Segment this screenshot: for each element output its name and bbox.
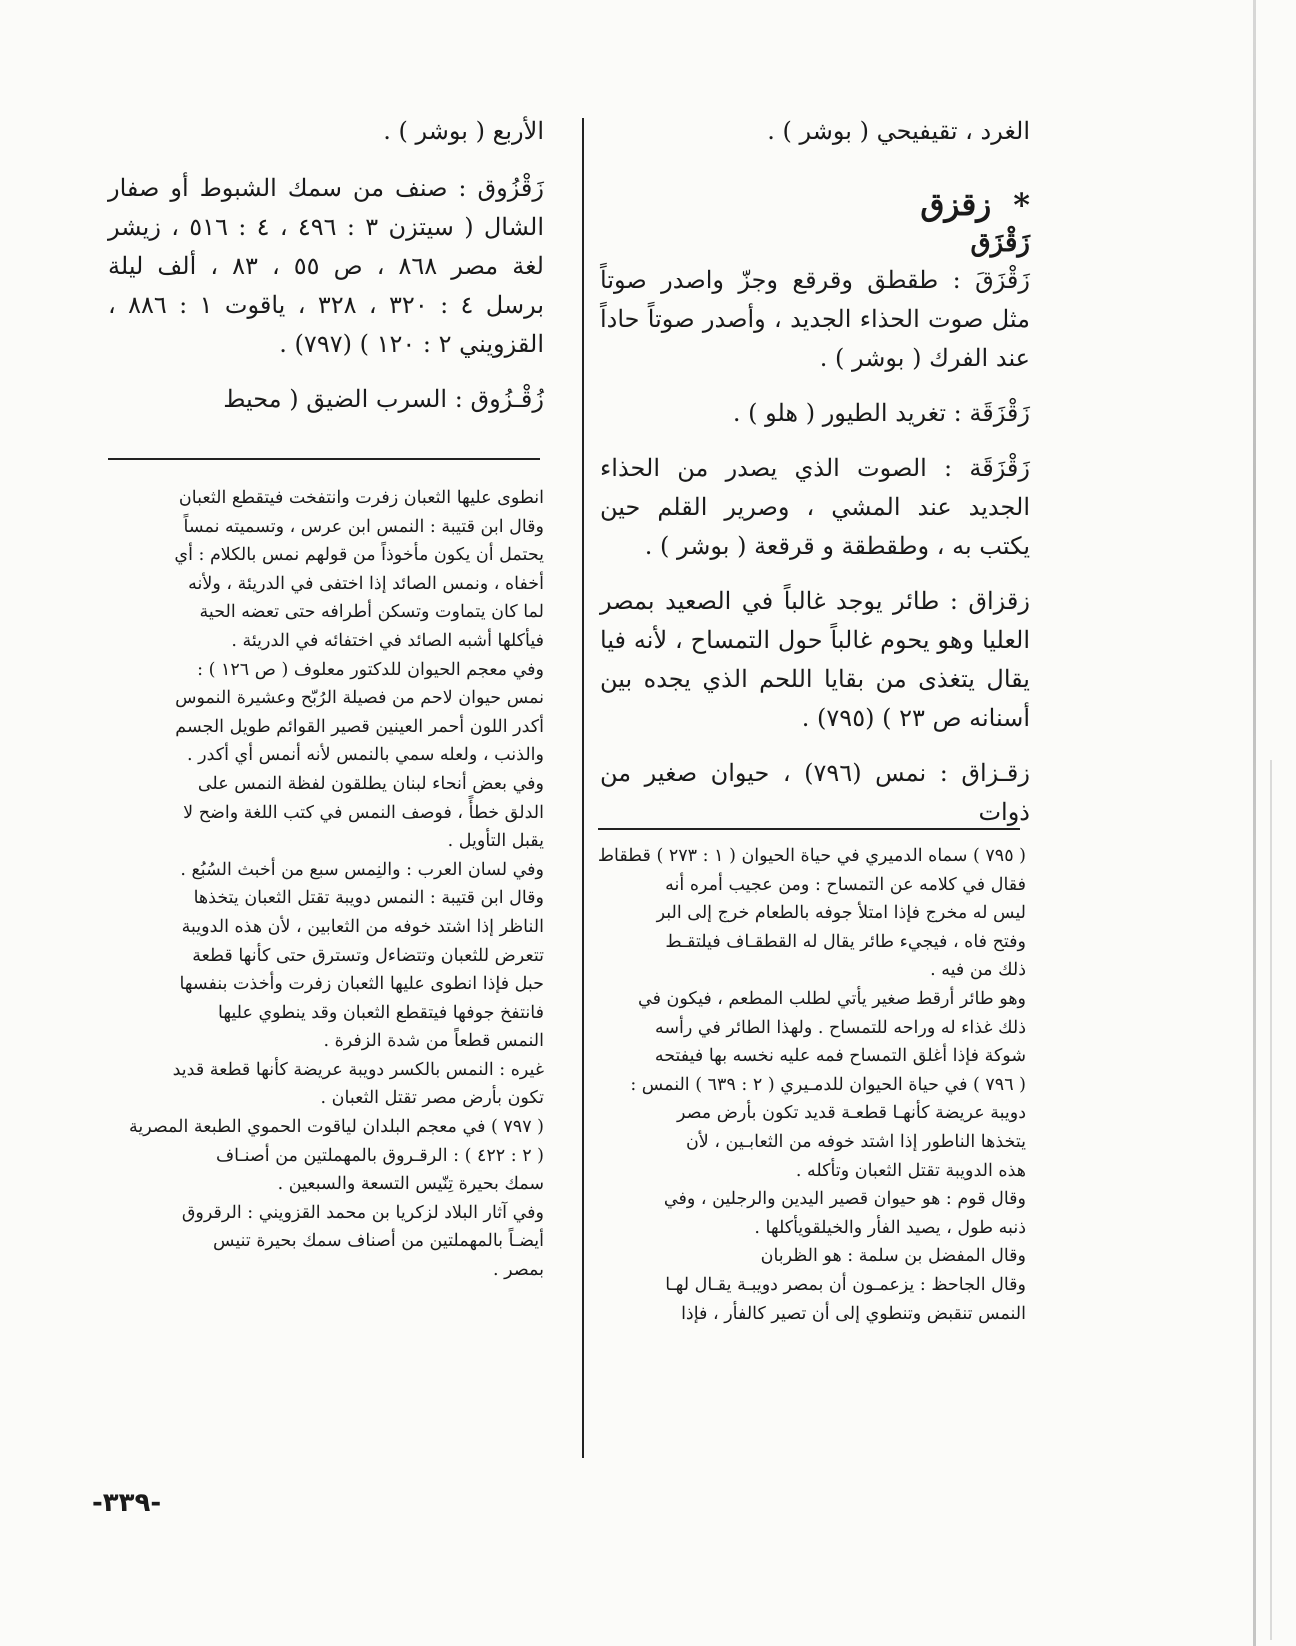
page-number: -٣٣٩- — [92, 1488, 162, 1518]
footnote-line: أكدر اللون أحمر العينين قصير القوائم طويل الجسم — [175, 716, 544, 737]
entry-line: الغرد ، تقيفيحي ( بوشر ) . — [767, 117, 1030, 145]
headword: زقزق — [920, 187, 992, 223]
footnote-line: فقال في كلامه عن التمساح : ومن عجيب أمره أنه — [665, 874, 1026, 895]
column-divider — [582, 118, 584, 1458]
footnote-line: النمس تنقبض وتنطوي إلى أن تصير كالفأر ، فإذا — [681, 1303, 1026, 1324]
footnote-line: شوكة فإذا أغلق التمساح فمه عليه نخسه بها فيفتحه — [654, 1046, 1026, 1067]
footnote-line: ذلك غذاء له وراحه للتمساح . ولهذا الطائر في رأسه — [655, 1017, 1026, 1038]
entry: زَقْزَقَة : تغريد الطيور ( هلو ) . — [732, 399, 1030, 427]
footnote-rule-right — [598, 828, 1020, 830]
footnote-line: دويبة عريضة كأنهـا قطعـة قديد تكون بأرض مصر — [676, 1103, 1026, 1124]
footnote-line: وهو طائر أرقط صغير يأتي لطلب المطعم ، فيكون في — [638, 988, 1026, 1009]
footnote-line: ( ٧٩٥ ) سماه الدميري في حياة الحيوان ( ١ : ٢٧٣ ) قطقاط — [597, 846, 1026, 866]
left-column — [108, 112, 544, 419]
footnote-line: فيأكلها أشبه الصائد في اختفائه في الدريئة . — [231, 630, 544, 651]
footnote-line: وفتح فاه ، فيجيء طائر يقال له القطقـاف فيلتقـط — [665, 931, 1026, 952]
footnote-line: حبل فإذا انطوى عليها الثعبان زفرت وأخذت بنفسها — [179, 974, 544, 995]
footnote-line: والذنب ، ولعله سمي بالنمس لأنه أنمس أي أكدر . — [187, 745, 544, 766]
footnote-line: سمك بحيرة تِنّيس التسعة والسبعين . — [277, 1174, 544, 1195]
footnote-line: لما كان يتماوت وتسكن أطرافه حتى تعضه الحية — [199, 602, 544, 623]
scan-edge — [1253, 0, 1256, 1646]
entry: زقـزاق : نمس (٧٩٦) ، حيوان صغير من ذوات — [600, 759, 1030, 826]
footnote-line: وقال المفضل بن سلمة : هو الظربان — [760, 1246, 1026, 1267]
footnote-line: وفي آثار البلاد لزكريا بن محمد القزويني : الرقروق — [181, 1202, 544, 1223]
entry: زقزاق : طائر يوجد غالباً في الصعيد بمصر العليا وهو يحوم غالباً حول التمساح ، لأنه فيا يقال يتغذى من بقايا اللحم الذي يجده بين أسنانه ص ٢٣ ) (٧٩٥) . — [600, 587, 1030, 732]
footnote-line: الناظر إذا اشتد خوفه من الثعابين ، لأن هذه الدويبة — [181, 916, 544, 937]
footnote-line: وفي بعض أنحاء لبنان يطلقون لفظة النمس على — [197, 773, 544, 794]
footnote-line: ذنبه طول ، يصيد الفأر والخيلقويأكلها . — [754, 1217, 1026, 1238]
left-footnotes — [108, 484, 544, 1285]
footnote-line: يتخذها الناطور إذا اشتد خوفه من الثعابـين ، لأن — [685, 1131, 1026, 1152]
entry: زُقْـزُوق : السرب الضيق ( محيط — [223, 385, 544, 413]
footnote-line: يقبل التأويل . — [447, 831, 544, 852]
right-footnotes — [586, 842, 1026, 1328]
entry: زَقْزُوق : صنف من سمك الشبوط أو صفار الشال ( سيتزن ٣ : ٤٩٦ ، ٤ : ٥١٦ ، زيشر لغة مصر ٨٦٨ ، ص ٥٥ ، ٨٣ ، ألف ليلة برسل ٤ : ٣٢٠ ، ٣٢٨ ، ياقوت ١ : ٨٨٦ ، القزويني ٢ : ١٢٠ ) (٧٩٧) . — [108, 174, 545, 358]
footnote-line: الدلق خطأً ، فوصف النمس في كتب اللغة واضح لا — [183, 802, 544, 823]
entry: زَقْزَقَة : الصوت الذي يصدر من الحذاء الجديد عند المشي ، وصرير القلم حين يكتب به ، وطقطقة و قرقعة ( بوشر ) . — [600, 454, 1030, 560]
scan-edge-secondary — [1270, 760, 1272, 1640]
footnote-line: نمس حيوان لاحم من فصيلة الرُبّح وعشيرة النموس — [175, 688, 544, 709]
entry: زَقْزَقَ : طقطق وقرقع وجزّ واصدر صوتاً مثل صوت الحذاء الجديد ، وأصدر صوتاً حاداً عند الفرك ( بوشر ) . — [600, 266, 1030, 372]
footnote-line: غيره : النمس بالكسر دويبة عريضة كأنها قطعة قديد — [172, 1059, 544, 1080]
footnote-line: يحتمل أن يكون مأخوذاً من قولهم نمس بالكلام : أي — [174, 545, 544, 566]
footnote-line: ( ٧٩٧ ) في معجم البلدان لياقوت الحموي الطبعة المصرية — [128, 1117, 544, 1138]
footnote-line: وفي معجم الحيوان للدكتور معلوف ( ص ١٢٦ ) : — [197, 659, 544, 680]
headword-row — [600, 185, 1030, 225]
footnote-line: أخفاه ، ونمس الصائد إذا اختفى في الدريئة ، ولأنه — [188, 573, 544, 594]
footnote-line: وفي لسان العرب : والنِمس سبع من أخبث السُبُع . — [180, 859, 544, 880]
footnote-line: وقال الجاحظ : يزعمـون أن بمصر دويبـة يقـال لهـا — [665, 1274, 1026, 1295]
footnote-line: أيضـاً بالمهملتين من أصناف سمك بحيرة تنيس — [213, 1231, 544, 1252]
footnote-line: تتعرض للثعبان وتتضاءل وتسترق حتى كأنها قطعة — [192, 945, 544, 966]
footnote-line: بمصر . — [493, 1260, 544, 1281]
footnote-line: انطوى عليها الثعبان زفرت وانتفخت فيتقطع الثعبان — [178, 488, 544, 508]
subheadword: زَقْزَق — [970, 228, 1030, 258]
footnote-line: وقال ابن قتيبة : النمس دويبة تقتل الثعبان يتخذها — [193, 888, 544, 909]
footnote-line: تكون بأرض مصر تقتل الثعبان . — [320, 1088, 544, 1109]
footnote-line: فانتفخ جوفها فيتقطع الثعبان وقد ينطوي عليها — [218, 1002, 544, 1023]
footnote-line: النمس قطعاً من شدة الزفرة . — [323, 1031, 544, 1052]
footnote-line: ذلك من فيه . — [930, 960, 1026, 981]
footnote-line: ( ٢ : ٤٢٢ ) : الرقـروق بالمهملتين من أصنـاف — [216, 1145, 544, 1166]
footnote-rule-left — [108, 458, 540, 460]
footnote-line: وقال ابن قتيبة : النمس ابن عرس ، وتسميته نمساً — [183, 516, 544, 537]
entry: الأربع ( بوشر ) . — [383, 117, 544, 145]
footnote-line: هذه الدويبة تقتل الثعبان وتأكله . — [795, 1160, 1026, 1181]
star-icon: * — [1013, 186, 1030, 224]
footnote-line: ( ٧٩٦ ) في حياة الحيوان للدمـيري ( ٢ : ٦٣٩ ) النمس : — [630, 1074, 1026, 1095]
right-column — [600, 112, 1030, 832]
footnote-line: وقال قوم : هو حيوان قصير اليدين والرجلين ، وفي — [663, 1189, 1026, 1210]
footnote-line: ليس له مخرج فإذا امتلأ جوفه بالطعام خرج إلى البر — [656, 903, 1026, 924]
